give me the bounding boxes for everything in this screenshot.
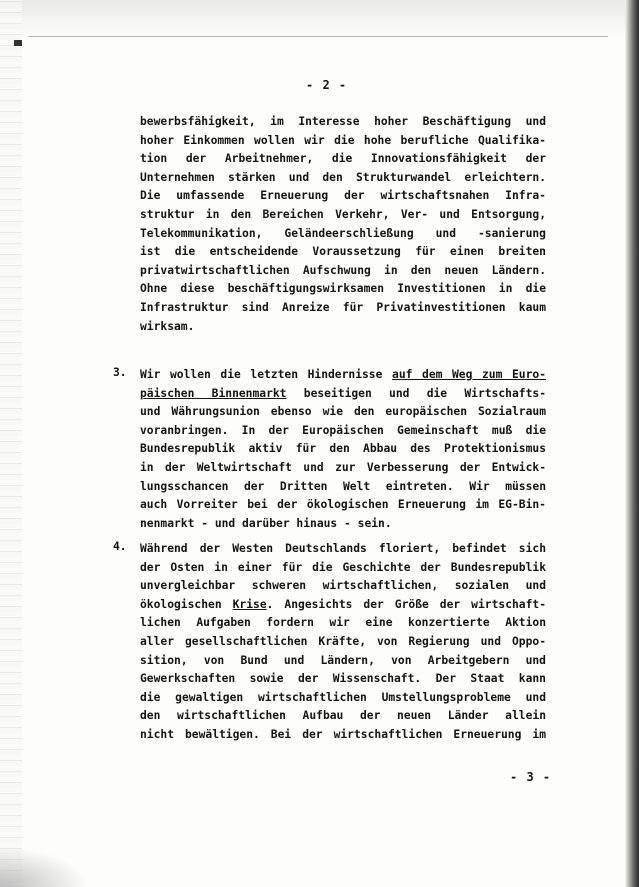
paragraph-continuation — [140, 113, 546, 336]
text-segment: beseitigen und die Wirtschafts- — [286, 386, 546, 400]
item-number: 3. — [113, 366, 127, 379]
text-line: wirksam. — [140, 319, 195, 333]
text-line: Während der Westen Deutschlands floriert, befindet sich — [140, 542, 546, 555]
scan-edge-top — [0, 0, 639, 38]
page-number: - 2 - — [306, 78, 348, 92]
text-line — [140, 385, 546, 404]
text-line: Gewerkschaften sowie der Wissenschaft. Der Staat kann — [140, 672, 546, 686]
text-line: den wirtschaftlichen Aufbau der neuen Länder allein — [140, 709, 546, 723]
text-line: unvergleichbar schweren wirtschaftlichen, sozialen und — [140, 579, 546, 593]
text-line: Ohne diese beschäftigungswirksamen Investitionen in die — [140, 282, 546, 296]
text-line: lungsschancen der Dritten Welt eintreten. Wir müssen — [140, 479, 546, 493]
text-line: die gewaltigen wirtschaftlichen Umstellungsprobleme und — [140, 690, 546, 704]
text-line: nicht bewältigen. Bei der wirtschaftlichen Erneuerung im — [140, 727, 546, 741]
text-line: nenmarkt - und darüber hinaus - sein. — [140, 516, 392, 530]
text-line: der Osten in einer für die Geschichte der Bundesrepublik — [140, 560, 546, 574]
paragraph-item-4 — [140, 540, 546, 745]
text-segment: . Angesichts der Größe der wirtschaft- — [266, 597, 546, 611]
text-line: ist die entscheidende Voraussetzung für einen breiten — [140, 245, 546, 259]
text-line: Telekommunikation, Geländeerschließung und -sanierung — [140, 226, 546, 240]
scan-mark — [14, 40, 22, 46]
scan-line — [28, 36, 608, 37]
text-line: Infrastruktur sind Anreize für Privatinvestitionen kaum — [140, 300, 546, 314]
text-line: struktur in den Bereichen Verkehr, Ver- und Entsorgung, — [140, 207, 546, 221]
text-line: Die umfassende Erneuerung der wirtschaftsnahen Infra- — [140, 189, 546, 203]
text-line: sition, von Bund und Ländern, von Arbeitgebern und — [140, 653, 546, 667]
text-line: in der Weltwirtschaft und zur Verbesserung der Entwick- — [140, 460, 546, 474]
scan-edge-right — [625, 0, 639, 887]
underlined-text: päischen Binnenmarkt — [140, 386, 287, 400]
text-segment: ökologischen — [140, 597, 233, 611]
text-line: auch Vorreiter bei der ökologischen Erneuerung im EG-Bin- — [140, 498, 546, 512]
text-line: tion der Arbeitnehmer, die Innovationsfähigkeit der — [140, 152, 546, 166]
text-line: bewerbsfähigkeit, im Interesse hoher Beschäftigung und — [140, 115, 546, 128]
text-line: und Währungsunion ebenso wie den europäischen Sozialraum — [140, 405, 546, 419]
text-line: aller gesellschaftlichen Kräfte, von Regierung und Oppo- — [140, 634, 546, 648]
text-line: voranbringen. In der Europäischen Gemeinschaft muß die — [140, 423, 546, 437]
item-number: 4. — [113, 540, 127, 553]
text-line — [140, 366, 546, 385]
underlined-text: Krise — [232, 597, 267, 611]
underlined-text: auf dem Weg zum Euro- — [392, 368, 547, 381]
text-line: lichen Aufgaben fordern wir eine konzertierte Aktion — [140, 616, 546, 630]
text-line: hoher Einkommen wollen wir die hohe berufliche Qualifika- — [140, 133, 546, 147]
text-line: Unternehmen stärken und den Strukturwandel erleichtern. — [140, 170, 546, 184]
next-page-marker: - 3 - — [510, 770, 552, 784]
text-segment: Wir wollen die letzten Hindernisse — [140, 368, 393, 381]
text-line: Bundesrepublik aktiv für den Abbau des Protektionismus — [140, 442, 546, 456]
text-line: privatwirtschaftlichen Aufschwung in den neuen Ländern. — [140, 263, 546, 277]
text-line — [140, 596, 546, 615]
scan-edge-left — [0, 0, 22, 887]
paragraph-item-3 — [140, 366, 546, 533]
scan-corner-shadow — [0, 847, 90, 887]
